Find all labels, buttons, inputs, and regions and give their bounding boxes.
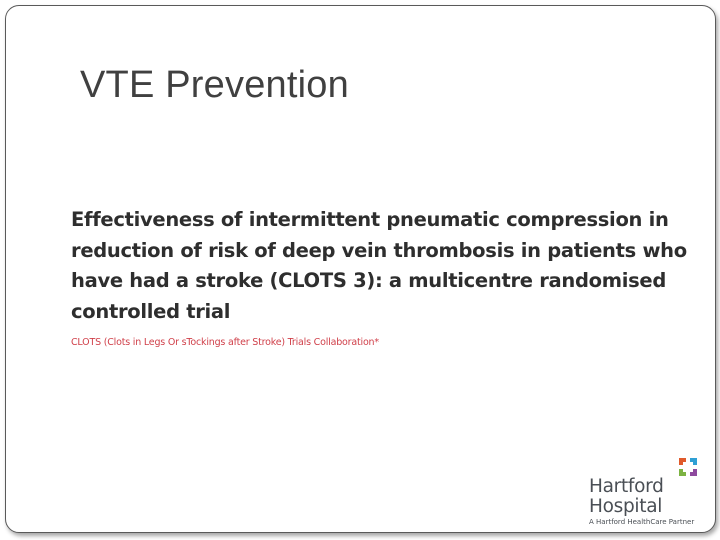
- hartford-hospital-logo: [589, 456, 714, 528]
- logo-piece-purple: [690, 469, 697, 476]
- logo-text-hospital: Hospital: [589, 496, 663, 517]
- paper-title-line: reduction of risk of deep vein thrombosis in patients who: [71, 238, 687, 262]
- logo-piece-orange: [679, 458, 686, 465]
- logo-piece-blue: [690, 458, 697, 465]
- paper-title-line: Effectiveness of intermittent pneumatic compression in: [71, 208, 669, 231]
- paper-authors: CLOTS (Clots in Legs Or sTockings after Stroke) Trials Collaboration*: [71, 337, 379, 348]
- paper-title-line: controlled trial: [71, 299, 231, 323]
- paper-title: [71, 205, 687, 327]
- logo-tagline: A Hartford HealthCare Partner: [589, 518, 695, 526]
- slide-title: VTE Prevention: [80, 64, 349, 106]
- slide: [5, 5, 716, 533]
- paper-title-line: have had a stroke (CLOTS 3): a multicentre randomised: [71, 269, 666, 292]
- hartford-healthcare-mark-icon: [675, 456, 701, 482]
- logo-piece-green: [679, 469, 686, 476]
- logo-text-hartford: Hartford: [589, 476, 664, 497]
